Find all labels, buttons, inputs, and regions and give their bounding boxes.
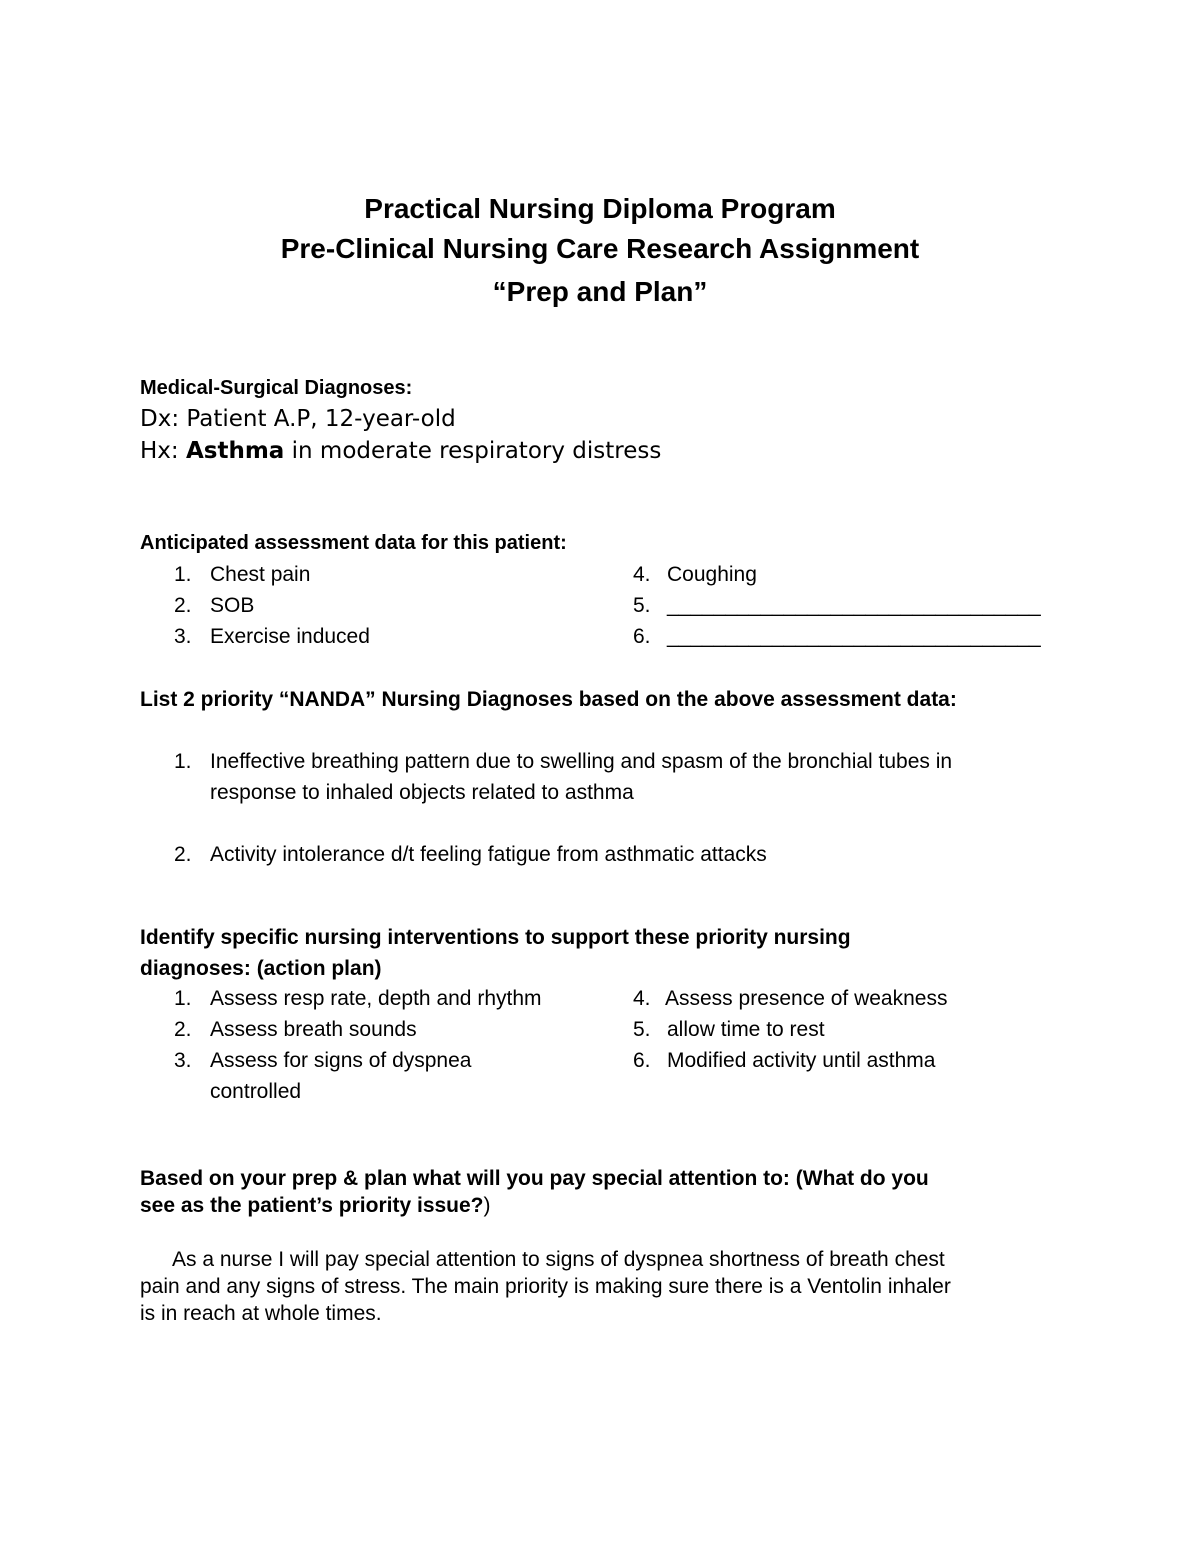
nanda-item-line: response to inhaled objects related to asthma (210, 781, 634, 804)
intervention-num: 4. (633, 987, 651, 1010)
intervention-item: Assess for signs of dyspnea (210, 1049, 472, 1072)
intervention-num: 1. (174, 987, 192, 1010)
priority-heading-line: Based on your prep & plan what will you pay special attention to: (What do you (140, 1167, 929, 1190)
interventions-heading-line: Identify specific nursing interventions to support these priority nursing (140, 926, 851, 949)
hx-bold: Asthma (185, 438, 285, 464)
priority-heading-text: see as the patient’s priority issue? (140, 1194, 484, 1217)
priority-heading-line (140, 1192, 1070, 1219)
intervention-item: Assess resp rate, depth and rhythm (210, 987, 542, 1010)
assessment-item: SOB (210, 594, 255, 617)
nanda-item-line: Activity intolerance d/t feeling fatigue from asthmatic attacks (210, 843, 767, 866)
nanda-heading: List 2 priority “NANDA” Nursing Diagnoses based on the above assessment data: (140, 688, 957, 711)
interventions-heading (140, 922, 1070, 984)
assessment-num: 4. (633, 563, 651, 586)
assignment-title: Pre-Clinical Nursing Care Research Assignment (280, 233, 920, 264)
nanda-num: 1. (174, 750, 192, 773)
intervention-item-continuation: controlled (210, 1080, 302, 1103)
priority-answer (140, 1246, 1060, 1327)
assessment-num: 3. (174, 625, 192, 648)
intervention-num: 5. (633, 1018, 651, 1041)
intervention-num: 6. (633, 1049, 651, 1072)
assessment-blank-line: ________________________________ (667, 594, 1041, 617)
intervention-item: Assess presence of weakness (665, 987, 948, 1010)
priority-heading (140, 1165, 1070, 1219)
dx-value: Patient A.P, 12-year-old (186, 406, 456, 432)
program-title: Practical Nursing Diploma Program (364, 193, 836, 224)
priority-answer-text: As a nurse I will pay special attention to signs of dyspnea shortness of breath chest (172, 1248, 945, 1271)
assessment-heading: Anticipated assessment data for this patient: (140, 532, 567, 554)
assessment-blank-line: ________________________________ (667, 625, 1041, 648)
assessment-num: 6. (633, 625, 651, 648)
assessment-item: Coughing (667, 563, 757, 586)
intervention-item: allow time to rest (667, 1018, 825, 1041)
assessment-item: Chest pain (210, 563, 311, 586)
priority-answer-line: pain and any signs of stress. The main priority is making sure there is a Ventolin inhaler (140, 1275, 951, 1298)
intervention-num: 2. (174, 1018, 192, 1041)
priority-answer-line: is in reach at whole times. (140, 1302, 382, 1325)
intervention-num: 3. (174, 1049, 192, 1072)
nanda-num: 2. (174, 843, 192, 866)
diagnoses-label: Medical-Surgical Diagnoses: (140, 377, 413, 399)
assessment-num: 1. (174, 563, 192, 586)
assessment-num: 5. (633, 594, 651, 617)
priority-answer-line (140, 1246, 1060, 1273)
assessment-item: Exercise induced (210, 625, 370, 648)
hx-rest: in moderate respiratory distress (291, 438, 662, 464)
hx-line (140, 438, 661, 464)
nanda-item-line: Ineffective breathing pattern due to swelling and spasm of the bronchial tubes in (210, 750, 953, 773)
assessment-num: 2. (174, 594, 192, 617)
hx-prefix: Hx: (140, 438, 179, 464)
dx-line (140, 406, 456, 432)
intervention-item: Assess breath sounds (210, 1018, 417, 1041)
assignment-subtitle: “Prep and Plan” (492, 276, 708, 307)
priority-heading-close: ) (483, 1194, 491, 1217)
intervention-item: Modified activity until asthma (667, 1049, 936, 1072)
dx-prefix: Dx: (140, 406, 180, 432)
interventions-heading-line: diagnoses: (action plan) (140, 957, 382, 980)
